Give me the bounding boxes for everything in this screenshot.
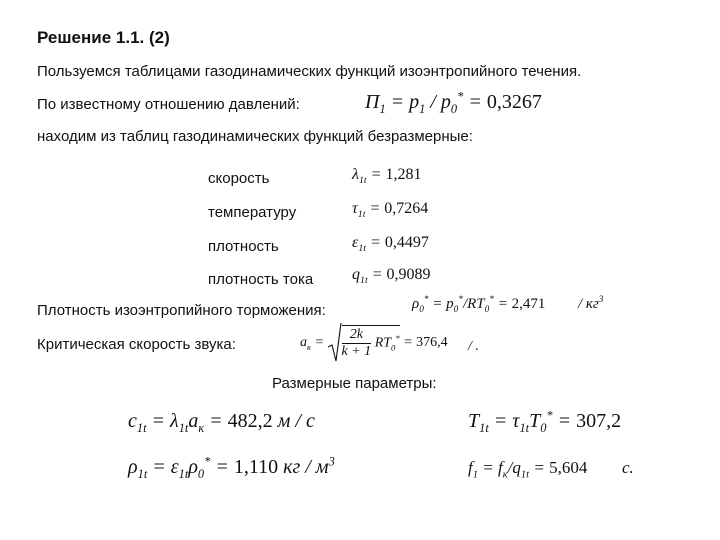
area-formula: $f_1 = f_к/q_{1t} = 5,604$ [468, 458, 588, 481]
temperature-label: температуру [208, 204, 297, 221]
critical-speed-numerator: 2k [349, 326, 363, 342]
epsilon-formula: $\varepsilon_{1t} = 0,4497$ [352, 234, 429, 255]
critical-speed-label: Критическая скорость звука: [37, 336, 236, 353]
tables-text: находим из таблиц газодинамических функций безразмерные: [37, 128, 473, 145]
tau-formula: $\tau_{1t} = 0,7264$ [352, 200, 429, 221]
q-formula: $q_{1t} = 0,9089$ [352, 266, 431, 287]
stagnation-density-value: 2,471 [511, 296, 546, 312]
stagnation-density-unit-text: / кг [578, 296, 599, 312]
area-value: 5,604 [549, 458, 588, 477]
tau-value: 0,7264 [384, 200, 429, 217]
density-value: 1,110 [233, 456, 279, 478]
density-unit: кг / м [283, 456, 329, 478]
stagnation-density-formula: $\rho_0^* = p_0^*/RT_0^* = 2,471$ [412, 295, 546, 315]
intro-text: Пользуемся таблицами газодинамических функций изоэнтропийного течения. [37, 63, 582, 80]
area-unit: с. [622, 458, 634, 477]
dimensional-title: Размерные параметры: [272, 375, 437, 392]
velocity-formula: $c_{1t} = \lambda_{1t}a_к = 482,2$ м / с [128, 410, 315, 435]
velocity-value: 482,2 [227, 410, 273, 432]
flux-density-label: плотность тока [208, 271, 314, 288]
pressure-ratio-label: По известному отношению давлений: [37, 96, 300, 113]
epsilon-value: 0,4497 [384, 234, 429, 251]
stagnation-density-unit: / $кг^3$ [578, 295, 604, 312]
critical-speed-denominator: k + 1 [341, 343, 372, 359]
temperature-value: 307,2 [576, 410, 622, 432]
q-value: 0,9089 [386, 266, 431, 283]
page-title: Решение 1.1. (2) [37, 28, 170, 47]
critical-speed-unit: / . [468, 339, 479, 354]
velocity-unit: м / с [277, 410, 315, 432]
pressure-ratio-formula: $\Pi_1 = p_1 / p_0^* = 0,3267$ [365, 89, 542, 116]
critical-speed-formula: $a_к$ = $\frac{2k}{k + 1}$ $RT_0^* = 376,4$ [300, 323, 448, 363]
speed-label: скорость [208, 170, 270, 187]
critical-speed-value: 376,4 [416, 335, 448, 350]
lambda-formula: $\lambda_{1t} = 1,281$ [352, 166, 422, 187]
density-label: плотность [208, 238, 279, 255]
sqrt-symbol [328, 323, 342, 363]
temperature-formula: $T_{1t} = \tau_{1t}T_0^* = 307,2$ [468, 408, 622, 435]
pressure-ratio-value: 0,3267 [486, 91, 542, 113]
lambda-value: 1,281 [385, 166, 422, 183]
stagnation-density-label: Плотность изоэнтропийного торможения: [37, 302, 326, 319]
density-formula: $\rho_{1t} = \varepsilon_{1t}\rho_0^* = 1,110$ кг / $м^3$ [128, 454, 335, 481]
